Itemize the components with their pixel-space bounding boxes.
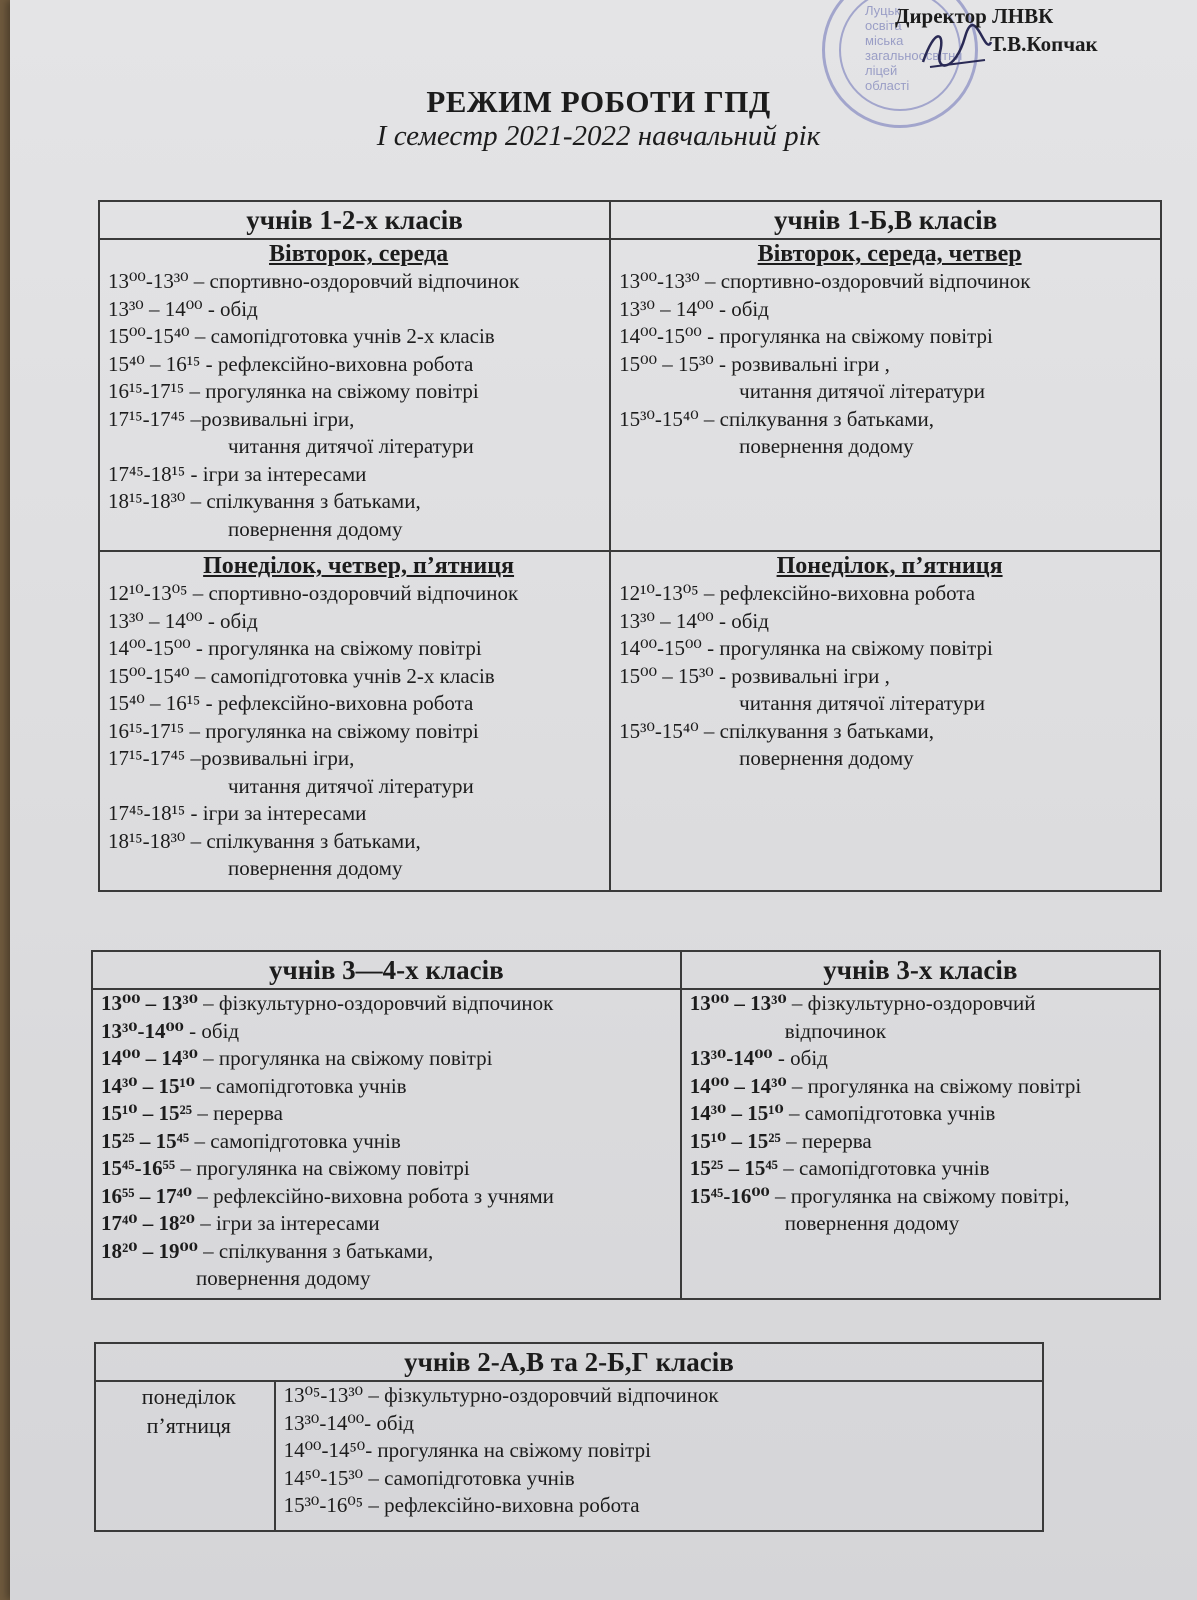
schedule-cell [92,989,681,1299]
schedule-activity: – рефлексійно-виховна робота з учнями [192,1183,554,1208]
schedule-time: 14⁵⁰-15³⁰ [283,1465,364,1490]
schedule-time: 13³⁰ – 14⁰⁰ [619,608,714,633]
schedule-time: 15³⁰-15⁴⁰ [619,406,699,431]
schedule-activity: - обід [202,296,258,321]
schedule-item [101,1238,680,1266]
schedule-activity: - обід [183,1018,240,1043]
schedule-item [619,635,1160,663]
schedule-time: 14⁰⁰ – 14³⁰ [101,1046,198,1070]
schedule-time: 12¹⁰-13⁰⁵ [108,581,188,605]
schedule-time: 15³⁰-16⁰⁵ [283,1493,364,1517]
schedule-activity: - прогулянка на свіжому повітрі [701,636,993,660]
schedule-activity: – ігри за інтересами [195,1211,380,1235]
schedule-activity: відпочинок [784,1018,887,1043]
schedule-item [690,1155,1159,1183]
schedule-item [108,663,609,691]
schedule-time: 14⁰⁰-15⁰⁰ [619,324,702,348]
schedule-activity: – рефлексійно-виховна робота [698,581,976,605]
schedule-time: 15⁰⁰-15⁴⁰ [108,663,190,688]
schedule-activity: - прогулянка на свіжому повітрі [190,636,482,660]
schedule-activity: - ігри за інтересами [185,801,367,825]
schedule-cell [610,239,1161,551]
schedule-item [619,406,1160,434]
schedule-item [108,323,609,351]
schedule-list [108,268,609,543]
schedule-time: 13⁰⁰ – 13³⁰ [689,991,787,1015]
schedule-time: 13³⁰-14⁰⁰ [283,1410,365,1435]
schedule-item [101,1045,680,1073]
schedule-time: 15¹⁰ – 15²⁵ [101,1101,193,1125]
schedule-activity: – прогулянка на свіжому повітрі [184,718,479,743]
schedule-activity: - обід [202,608,258,633]
schedule-time: 13³⁰-14⁰⁰ [689,1046,773,1070]
schedule-time: 15⁰⁰ – 15³⁰ [619,663,714,688]
schedule-time: 17⁴⁵-18¹⁵ [108,801,186,825]
schedule-time: 14⁰⁰-15⁰⁰ [619,636,702,660]
schedule-item [101,1265,680,1293]
schedule-list [108,580,609,883]
schedule-activity: читання дитячої літератури [228,773,474,798]
schedule-cell [681,989,1160,1299]
schedule-cell [99,551,610,891]
schedule-item [690,1210,1159,1238]
schedule-activity: - прогулянка на свіжому повітрі [701,324,993,348]
schedule-table-3-4 [91,950,1161,1300]
day-label: Понеділок, четвер, п’ятниця [203,553,515,579]
schedule-list [101,990,680,1293]
schedule-activity: повернення додому [196,1266,371,1290]
schedule-item [619,296,1160,324]
schedule-activity: – спілкування з батьками, [698,406,934,431]
schedule-activity: – спілкування з батьками, [197,1238,434,1263]
schedule-item [619,690,1160,718]
schedule-item [619,745,1160,773]
schedule-item [101,1018,680,1046]
schedule-time: 15⁴⁰ – 16¹⁵ [108,691,201,715]
schedule-item [619,608,1160,636]
schedule-activity: – перерва [780,1128,872,1153]
schedule-time: 13³⁰ – 14⁰⁰ [108,608,203,633]
director-name: Т.В.Копчак [990,32,1098,56]
schedule-time: 14³⁰ – 15¹⁰ [689,1101,784,1125]
schedule-time: 15⁰⁰ – 15³⁰ [619,351,714,376]
schedule-activity: – самопідготовка учнів [195,1073,407,1098]
schedule-item [108,461,609,489]
schedule-item [690,1018,1159,1046]
schedule-activity: - обід [713,296,769,321]
schedule-time: 16⁵⁵ – 17⁴⁰ [101,1183,193,1208]
schedule-activity: - обід [772,1046,828,1070]
schedule-activity: повернення додому [739,746,914,770]
schedule-time: 13³⁰ – 14⁰⁰ [619,296,714,321]
page-subtitle: І семестр 2021-2022 навчальний рік [376,120,821,152]
day-label: Вівторок, середа [269,241,449,267]
schedule-time: 15²⁵ – 15⁴⁵ [101,1128,190,1153]
schedule-time: 15⁴⁰ – 16¹⁵ [108,351,201,376]
schedule-item [108,406,609,434]
schedule-item [690,1073,1159,1101]
schedule-time: 15²⁵ – 15⁴⁵ [689,1156,778,1180]
schedule-item [284,1410,1042,1438]
schedule-time: 14³⁰ – 15¹⁰ [101,1073,195,1098]
schedule-activity: – спілкування з батьками, [698,718,934,743]
schedule-activity: - обід [364,1410,415,1435]
schedule-time: 15⁴⁵-16⁰⁰ [689,1183,770,1208]
schedule-item [101,1128,680,1156]
schedule-activity: – спортивно-оздоровчий відпочинок [188,269,520,293]
schedule-activity: – спортивно-оздоровчий відпочинок [699,269,1031,293]
schedule-time: 13⁰⁰-13³⁰ [108,269,189,293]
schedule-activity: - розвивальні ігри , [713,351,890,376]
schedule-activity: – фізкультурно-оздоровчий відпочинок [363,1383,719,1407]
table-header: учнів 3-х класів [681,951,1160,989]
schedule-time: 13³⁰ – 14⁰⁰ [108,296,203,321]
schedule-list [284,1382,1042,1520]
schedule-activity: – рефлексійно-виховна робота [363,1493,640,1517]
table-header: учнів 1-Б,В класів [610,201,1161,239]
table-header: учнів 1-2-х класів [99,201,610,239]
schedule-time: 14⁰⁰-15⁰⁰ [108,636,191,660]
schedule-activity: – фізкультурно-оздоровчий відпочинок [197,991,554,1015]
schedule-item [619,351,1160,379]
schedule-item [108,608,609,636]
schedule-item [690,990,1159,1018]
schedule-activity: повернення додому [784,1211,960,1235]
schedule-item [284,1465,1042,1493]
schedule-item [108,268,609,296]
page-title: РЕЖИМ РОБОТИ ГПД [426,84,771,119]
director-title: Директор ЛНВК [895,4,1054,28]
schedule-activity: – перерва [192,1101,283,1125]
schedule-item [108,351,609,379]
schedule-item [101,1100,680,1128]
schedule-activity: – прогулянка на свіжому повітрі, [769,1183,1070,1208]
schedule-time: 16¹⁵-17¹⁵ [108,379,185,403]
schedule-item [690,1100,1159,1128]
schedule-item [108,773,609,801]
schedule-item [690,1045,1159,1073]
schedule-cell [610,551,1161,891]
schedule-item [619,378,1160,406]
schedule-item [690,1128,1159,1156]
schedule-time: 12¹⁰-13⁰⁵ [619,581,699,605]
schedule-time: 15⁰⁰-15⁴⁰ [108,324,190,348]
schedule-time: 17¹⁵-17⁴⁵ [108,746,186,770]
table-header: учнів 3—4-х класів [92,951,681,989]
schedule-activity: –розвивальні ігри, [185,406,355,431]
schedule-table-1-2 [98,200,1162,892]
schedule-item [108,488,609,516]
schedule-activity: читання дитячої літератури [228,434,474,458]
schedule-activity: - прогулянка на свіжому повітрі [365,1438,651,1462]
schedule-time: 17¹⁵-17⁴⁵ [108,406,186,431]
schedule-item [108,580,609,608]
schedule-time: 13⁰⁰-13³⁰ [619,269,700,293]
schedule-item [108,855,609,883]
schedule-item [108,718,609,746]
schedule-item [619,663,1160,691]
schedule-activity: повернення додому [228,516,403,541]
schedule-time: 15⁴⁵-16⁵⁵ [101,1156,176,1180]
day-label: Вівторок, середа, четвер [757,241,1022,267]
table-header: учнів 2-А,В та 2-Б,Г класів [95,1343,1043,1381]
schedule-list [619,580,1160,773]
schedule-time: 18²⁰ – 19⁰⁰ [101,1238,198,1263]
schedule-table-2abvg [94,1342,1044,1532]
schedule-activity: - розвивальні ігри , [713,663,890,688]
schedule-activity: –розвивальні ігри, [185,746,355,770]
schedule-activity: - обід [713,608,769,633]
schedule-activity: – спілкування з батьками, [185,489,421,513]
schedule-item [101,1155,680,1183]
schedule-activity: читання дитячої літератури [739,691,985,715]
schedule-item [690,1183,1159,1211]
schedule-activity: – самопідготовка учнів 2-х класів [189,324,495,348]
schedule-item [108,296,609,324]
schedule-item [108,745,609,773]
schedule-item [619,718,1160,746]
schedule-item [101,990,680,1018]
schedule-item [108,516,609,544]
schedule-time: 14⁰⁰-14⁵⁰ [283,1438,366,1462]
schedule-cell [99,239,610,551]
schedule-item [108,635,609,663]
schedule-item [101,1183,680,1211]
schedule-cell [275,1381,1043,1531]
schedule-item [619,323,1160,351]
schedule-time: 15³⁰-15⁴⁰ [619,718,699,743]
day-label-line: п’ятниця [146,1413,231,1438]
schedule-activity: – самопідготовка учнів 2-х класів [189,663,495,688]
day-label-line: понеділок [141,1384,236,1409]
schedule-item [619,580,1160,608]
schedule-activity: – прогулянка на свіжому повітрі [184,379,479,403]
schedule-item [101,1210,680,1238]
schedule-time: 13³⁰-14⁰⁰ [101,1018,184,1043]
schedule-list [619,268,1160,461]
document-title [0,84,1197,153]
schedule-activity: – спортивно-оздоровчий відпочинок [187,581,519,605]
schedule-activity: - рефлексійно-виховна робота [200,691,474,715]
schedule-activity: – самопідготовка учнів [363,1465,575,1490]
schedule-item [284,1382,1042,1410]
schedule-item [284,1437,1042,1465]
schedule-time: 18¹⁵-18³⁰ [108,828,186,853]
schedule-activity: – прогулянка на свіжому повітрі [175,1156,470,1180]
stamp-text: Луцьк освіта міська загальноосвітня ліцей області [865,3,963,93]
schedule-activity: повернення додому [739,434,914,458]
schedule-item [108,828,609,856]
schedule-activity: – спілкування з батьками, [185,828,421,853]
schedule-activity: – самопідготовка учнів [777,1156,990,1180]
schedule-time: 18¹⁵-18³⁰ [108,489,186,513]
schedule-time: 17⁴⁰ – 18²⁰ [101,1211,195,1235]
schedule-activity: повернення додому [228,856,403,880]
schedule-activity: - ігри за інтересами [185,461,367,486]
schedule-activity: – прогулянка на свіжому повітрі [786,1073,1082,1098]
schedule-item [108,800,609,828]
schedule-activity: – прогулянка на свіжому повітрі [197,1046,493,1070]
schedule-item [108,690,609,718]
day-label [95,1381,275,1531]
schedule-list [690,990,1159,1238]
schedule-activity: – фізкультурно-оздоровчий [786,991,1036,1015]
schedule-item [619,268,1160,296]
schedule-time: 16¹⁵-17¹⁵ [108,718,185,743]
schedule-activity: – самопідготовка учнів [189,1128,401,1153]
schedule-item [284,1492,1042,1520]
schedule-time: 13⁰⁰ – 13³⁰ [101,991,198,1015]
schedule-time: 15¹⁰ – 15²⁵ [689,1128,781,1153]
schedule-item [108,433,609,461]
schedule-activity: – самопідготовка учнів [783,1101,996,1125]
schedule-item [619,433,1160,461]
schedule-time: 13⁰⁵-13³⁰ [283,1383,364,1407]
day-label: Понеділок, п’ятниця [776,553,1003,579]
schedule-activity: - рефлексійно-виховна робота [200,351,474,376]
schedule-activity: читання дитячої літератури [739,379,985,403]
schedule-time: 17⁴⁵-18¹⁵ [108,461,186,486]
director-block [895,2,1098,58]
schedule-item [108,378,609,406]
schedule-time: 14⁰⁰ – 14³⁰ [689,1073,787,1098]
schedule-item [101,1073,680,1101]
